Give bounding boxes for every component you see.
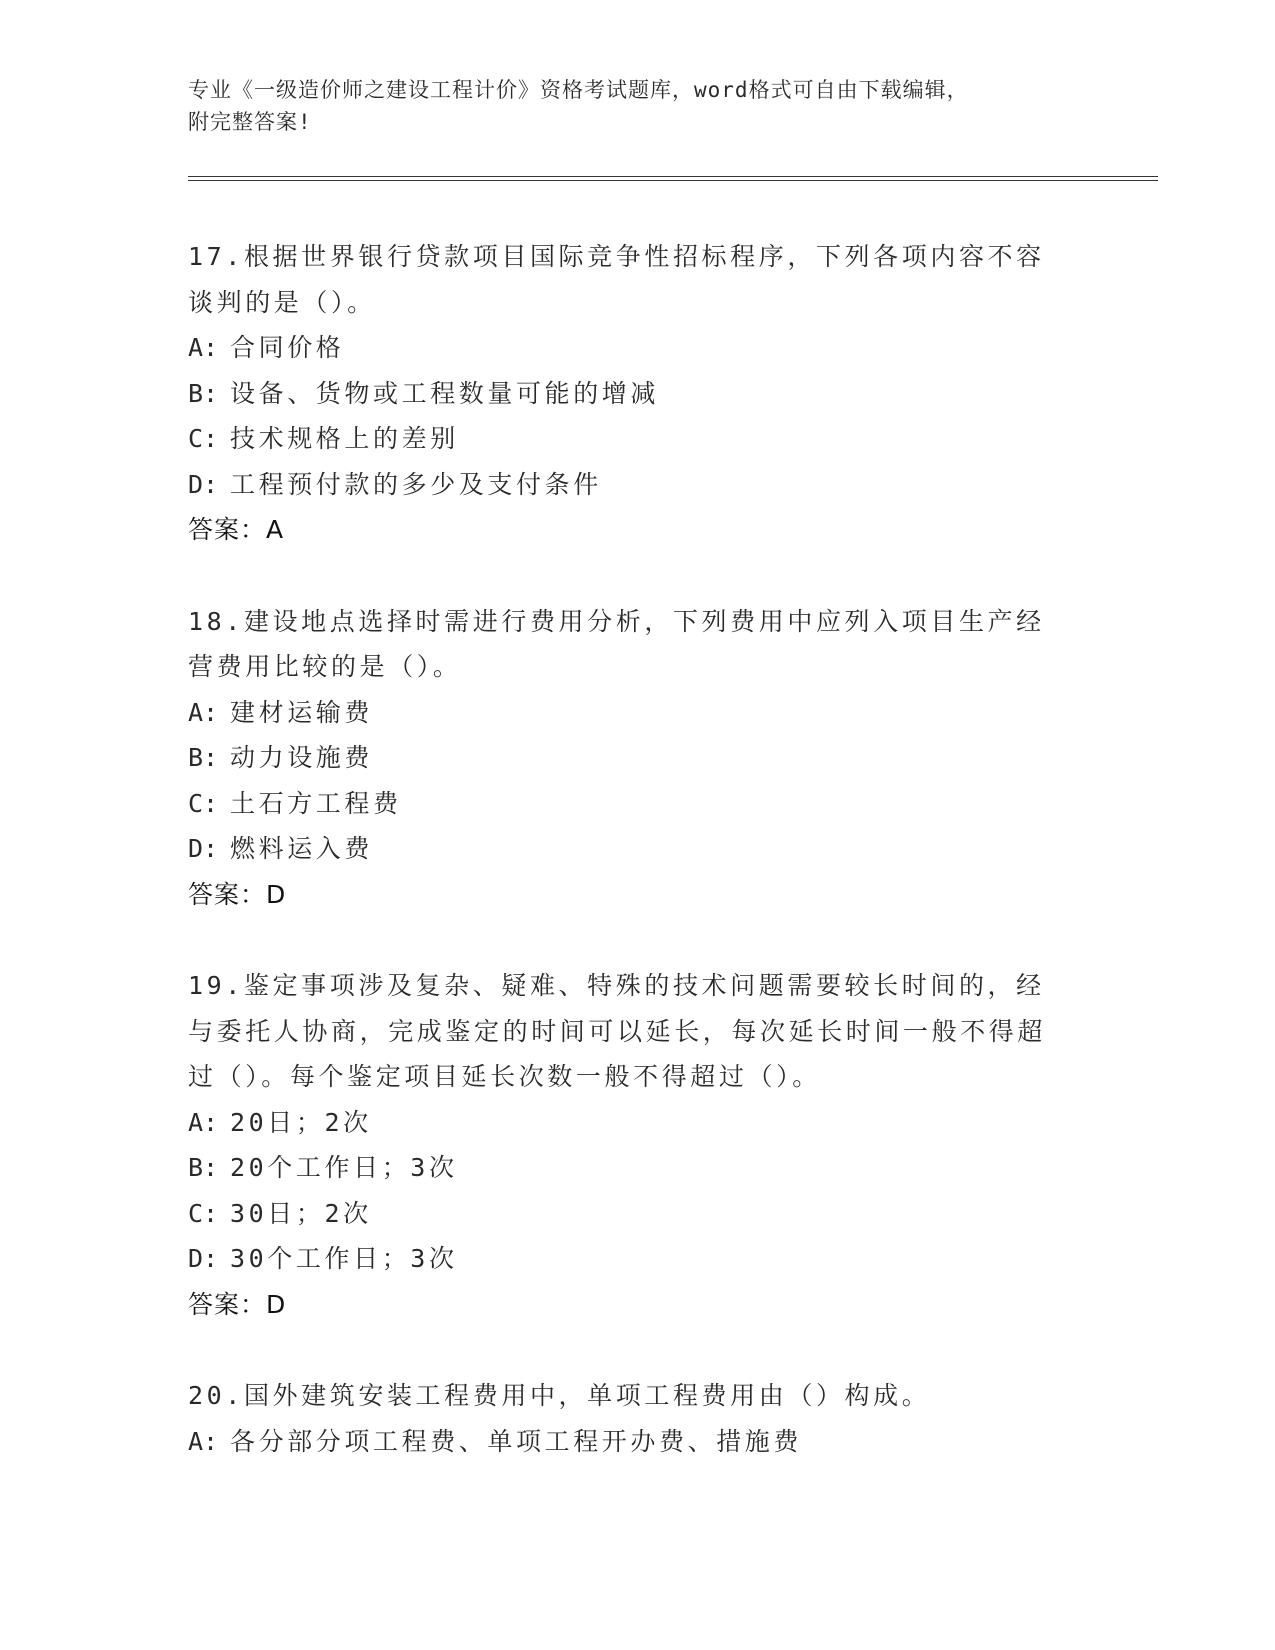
- option-a: [188, 690, 1068, 736]
- option-b: [188, 371, 1068, 417]
- option-letter: D:: [188, 1244, 219, 1273]
- option-text: 工程预付款的多少及支付条件: [230, 469, 602, 499]
- option-letter: C:: [188, 1198, 219, 1228]
- option-d: [188, 826, 1068, 872]
- option-c: [188, 416, 1068, 462]
- option-a: [188, 1100, 1068, 1146]
- option-text: 20日；2次: [230, 1107, 372, 1137]
- document-header: [188, 74, 1088, 138]
- question-list: [188, 234, 1068, 1510]
- option-b: [188, 735, 1068, 781]
- option-letter: A:: [188, 333, 219, 362]
- option-letter: B:: [188, 1153, 219, 1182]
- question-stem: 20.国外建筑安装工程费用中，单项工程费用由（）构成。: [188, 1381, 931, 1410]
- question-17: [188, 234, 1068, 553]
- answer-line: 答案：D: [188, 1289, 287, 1319]
- header-line-1: 专业《一级造价师之建设工程计价》资格考试题库，word格式可自由下载编辑，: [188, 78, 969, 102]
- option-d: [188, 462, 1068, 508]
- option-text: 技术规格上的差别: [230, 424, 459, 453]
- option-text: 动力设施费: [230, 743, 374, 772]
- option-letter: C:: [188, 788, 219, 818]
- option-d: [188, 1236, 1068, 1282]
- option-letter: A:: [188, 1426, 219, 1456]
- option-text: 合同价格: [230, 333, 345, 362]
- option-text: 土石方工程费: [230, 788, 402, 818]
- option-letter: B:: [188, 743, 219, 772]
- option-letter: A:: [188, 697, 219, 727]
- option-letter: D:: [188, 834, 219, 863]
- option-c: [188, 781, 1068, 827]
- question-stem: 19.鉴定事项涉及复杂、疑难、特殊的技术问题需要较长时间的，经与委托人协商，完成鉴定的时间可以延长，每次延长时间一般不得超过（）。每个鉴定项目延长次数一般不得超过（）。: [188, 971, 1047, 1091]
- option-text: 各分部分项工程费、单项工程开办费、措施费: [230, 1426, 803, 1456]
- option-letter: A:: [188, 1107, 219, 1137]
- option-letter: D:: [188, 469, 219, 499]
- option-text: 燃料运入费: [230, 834, 374, 863]
- option-text: 30日；2次: [230, 1198, 372, 1228]
- option-c: [188, 1191, 1068, 1237]
- question-stem: 18.建设地点选择时需进行费用分析，下列费用中应列入项目生产经营费用比较的是（）。: [188, 606, 1045, 681]
- option-a: [188, 325, 1068, 371]
- answer-line: 答案：A: [188, 515, 285, 544]
- header-divider: [188, 176, 1158, 181]
- option-letter: C:: [188, 424, 219, 453]
- question-19: [188, 963, 1068, 1327]
- option-text: 20个工作日；3次: [230, 1153, 458, 1182]
- question-18: [188, 599, 1068, 918]
- option-a: [188, 1419, 1068, 1465]
- question-20: [188, 1373, 1068, 1464]
- answer-line: 答案：D: [188, 879, 287, 909]
- header-line-2: 附完整答案!: [188, 110, 312, 134]
- option-text: 30个工作日；3次: [230, 1244, 458, 1273]
- option-letter: B:: [188, 378, 219, 408]
- question-stem: 17.根据世界银行贷款项目国际竞争性招标程序，下列各项内容不容谈判的是（）。: [188, 242, 1045, 317]
- option-text: 设备、货物或工程数量可能的增减: [230, 378, 660, 408]
- option-b: [188, 1145, 1068, 1191]
- option-text: 建材运输费: [230, 697, 374, 727]
